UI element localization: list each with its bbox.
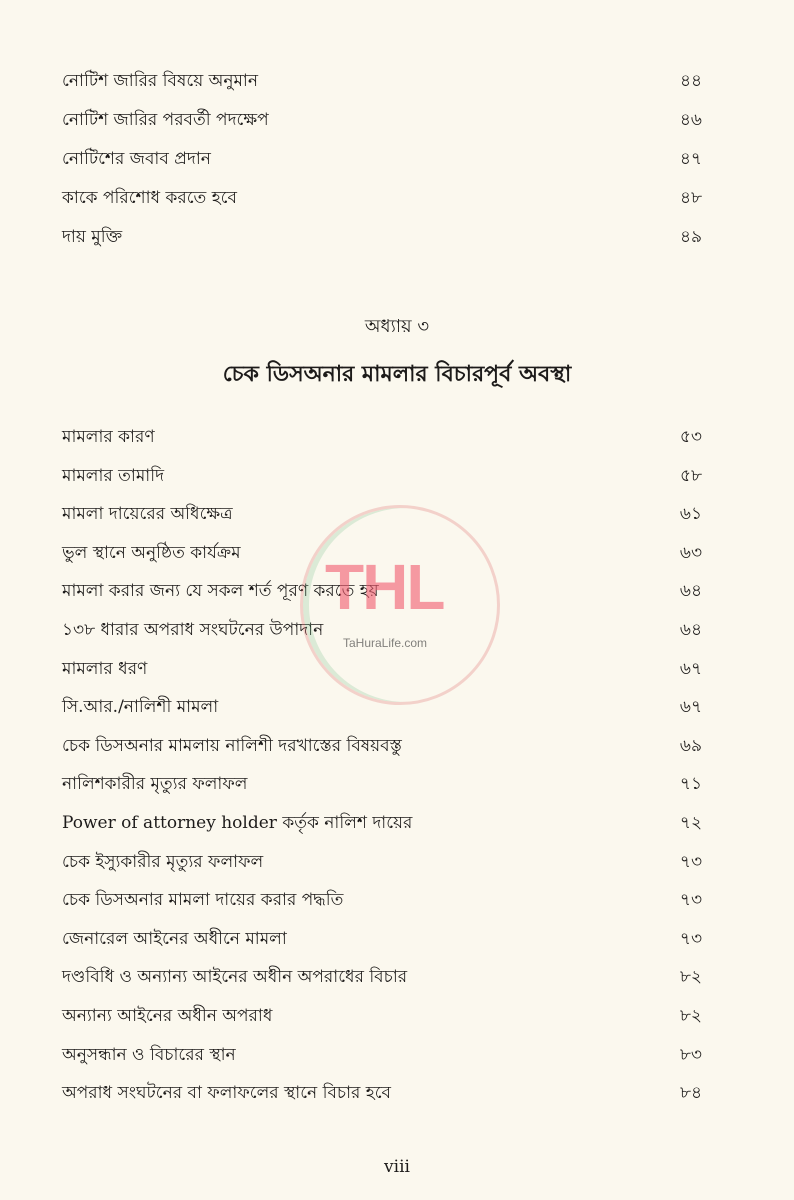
toc-entry-page: ৬৯ — [679, 735, 702, 756]
toc-entry — [62, 184, 702, 214]
toc-entry-title: নোটিশের জবাব প্রদান — [62, 149, 211, 169]
page-folio: viii — [384, 1157, 410, 1177]
toc-entry-page: ৭২ — [679, 813, 702, 833]
toc-entry-page: ৮২ — [679, 967, 702, 988]
toc-entry — [62, 732, 702, 762]
toc-entry-page: ৬৭ — [679, 658, 702, 679]
toc-entry-title: ১৩৮ ধারার অপরাধ সংঘটনের উপাদান — [62, 620, 324, 640]
watermark-mark: THL — [325, 551, 444, 623]
toc-entry-page: ৮৪ — [679, 1083, 702, 1104]
toc-entry-page: ৭৩ — [679, 851, 702, 872]
toc-entry — [62, 886, 702, 916]
toc-entry-page: ৪৮ — [679, 188, 702, 208]
toc-entry-page: ৬৩ — [679, 542, 702, 563]
toc-entry — [62, 106, 702, 136]
toc-entry — [62, 223, 702, 253]
toc-entry — [62, 145, 702, 175]
toc-entry-page: ৪৭ — [679, 149, 702, 169]
toc-entry-title: অন্যান্য আইনের অধীন অপরাধ — [62, 1006, 273, 1026]
toc-entry — [62, 809, 702, 839]
toc-entry-page: ৮৩ — [679, 1044, 702, 1065]
toc-entry-page: ৬৪ — [679, 581, 702, 602]
toc-entry-title: কাকে পরিশোধ করতে হবে — [62, 188, 237, 208]
chapter-number: অধ্যায় ৩ — [364, 316, 430, 337]
toc-entry-title: মামলা দায়েরের অধিক্ষেত্র — [62, 504, 233, 525]
chapter-title: চেক ডিসঅনার মামলার বিচারপূর্ব অবস্থা — [222, 361, 572, 387]
toc-entry-title: দণ্ডবিধি ও অন্যান্য আইনের অধীন অপরাধের বিচার — [62, 967, 408, 988]
toc-entry-page: ৪৯ — [679, 227, 702, 247]
toc-entry-page: ৮২ — [679, 1006, 702, 1026]
toc-entry-title: নোটিশ জারির পরবর্তী পদক্ষেপ — [62, 110, 269, 130]
toc-entry — [62, 462, 702, 492]
watermark-logo — [300, 505, 500, 705]
toc-entry-page: ৬১ — [679, 504, 702, 525]
toc-entry — [62, 848, 702, 878]
toc-entry-title: জেনারেল আইনের অধীনে মামলা — [62, 928, 287, 949]
toc-entry-page: ৬৭ — [679, 697, 702, 718]
toc-entry-page: ৭৩ — [679, 890, 702, 911]
toc-entry-title: চেক ইস্যুকারীর মৃত্যুর ফলাফল — [62, 851, 264, 872]
toc-entry — [62, 1002, 702, 1032]
toc-entry — [62, 963, 702, 993]
watermark-site: TaHuraLife.com — [343, 636, 428, 650]
toc-entry — [62, 1079, 702, 1109]
toc-entry-title: মামলা করার জন্য যে সকল শর্ত পূরণ করতে হয় — [62, 581, 379, 602]
toc-entry-title: মামলার তামাদি — [62, 465, 165, 486]
toc-entry-title: নোটিশ জারির বিষয়ে অনুমান — [62, 71, 259, 91]
toc-entry-title: সি.আর./নালিশী মামলা — [62, 697, 219, 718]
toc-entry-title: মামলার কারণ — [62, 427, 155, 447]
toc-entry-title: চেক ডিসঅনার মামলা দায়ের করার পদ্ধতি — [62, 890, 344, 911]
toc-entry-page: ৭৩ — [679, 928, 702, 949]
toc-entry — [62, 925, 702, 955]
toc-entry — [62, 423, 702, 453]
toc-entry — [62, 770, 702, 800]
toc-entry-page: ৫৩ — [679, 427, 702, 447]
toc-entry-title: চেক ডিসঅনার মামলায় নালিশী দরখাস্তের বিষয়বস্তু — [62, 735, 402, 756]
toc-entry-title: নালিশকারীর মৃত্যুর ফলাফল — [62, 774, 248, 795]
toc-entry-title: দায় মুক্তি — [62, 227, 123, 247]
toc-entry-page: ৪৪ — [679, 71, 702, 91]
toc-entry-page: ৪৬ — [679, 110, 702, 130]
toc-entry-page: ৬৪ — [679, 620, 702, 640]
toc-entry-title: মামলার ধরণ — [62, 658, 148, 679]
toc-entry — [62, 1041, 702, 1071]
toc-entry-page: ৫৮ — [679, 465, 702, 486]
toc-entry-title: অপরাধ সংঘটনের বা ফলাফলের স্থানে বিচার হবে — [62, 1083, 391, 1104]
toc-entry-page: ৭১ — [679, 774, 702, 795]
toc-entry — [62, 67, 702, 97]
toc-entry-title: অনুসন্ধান ও বিচারের স্থান — [62, 1044, 236, 1065]
toc-entry-title: Power of attorney holder কর্তৃক নালিশ দায়ের — [62, 813, 413, 833]
toc-entry-title: ভুল স্থানে অনুষ্ঠিত কার্যক্রম — [62, 542, 241, 563]
